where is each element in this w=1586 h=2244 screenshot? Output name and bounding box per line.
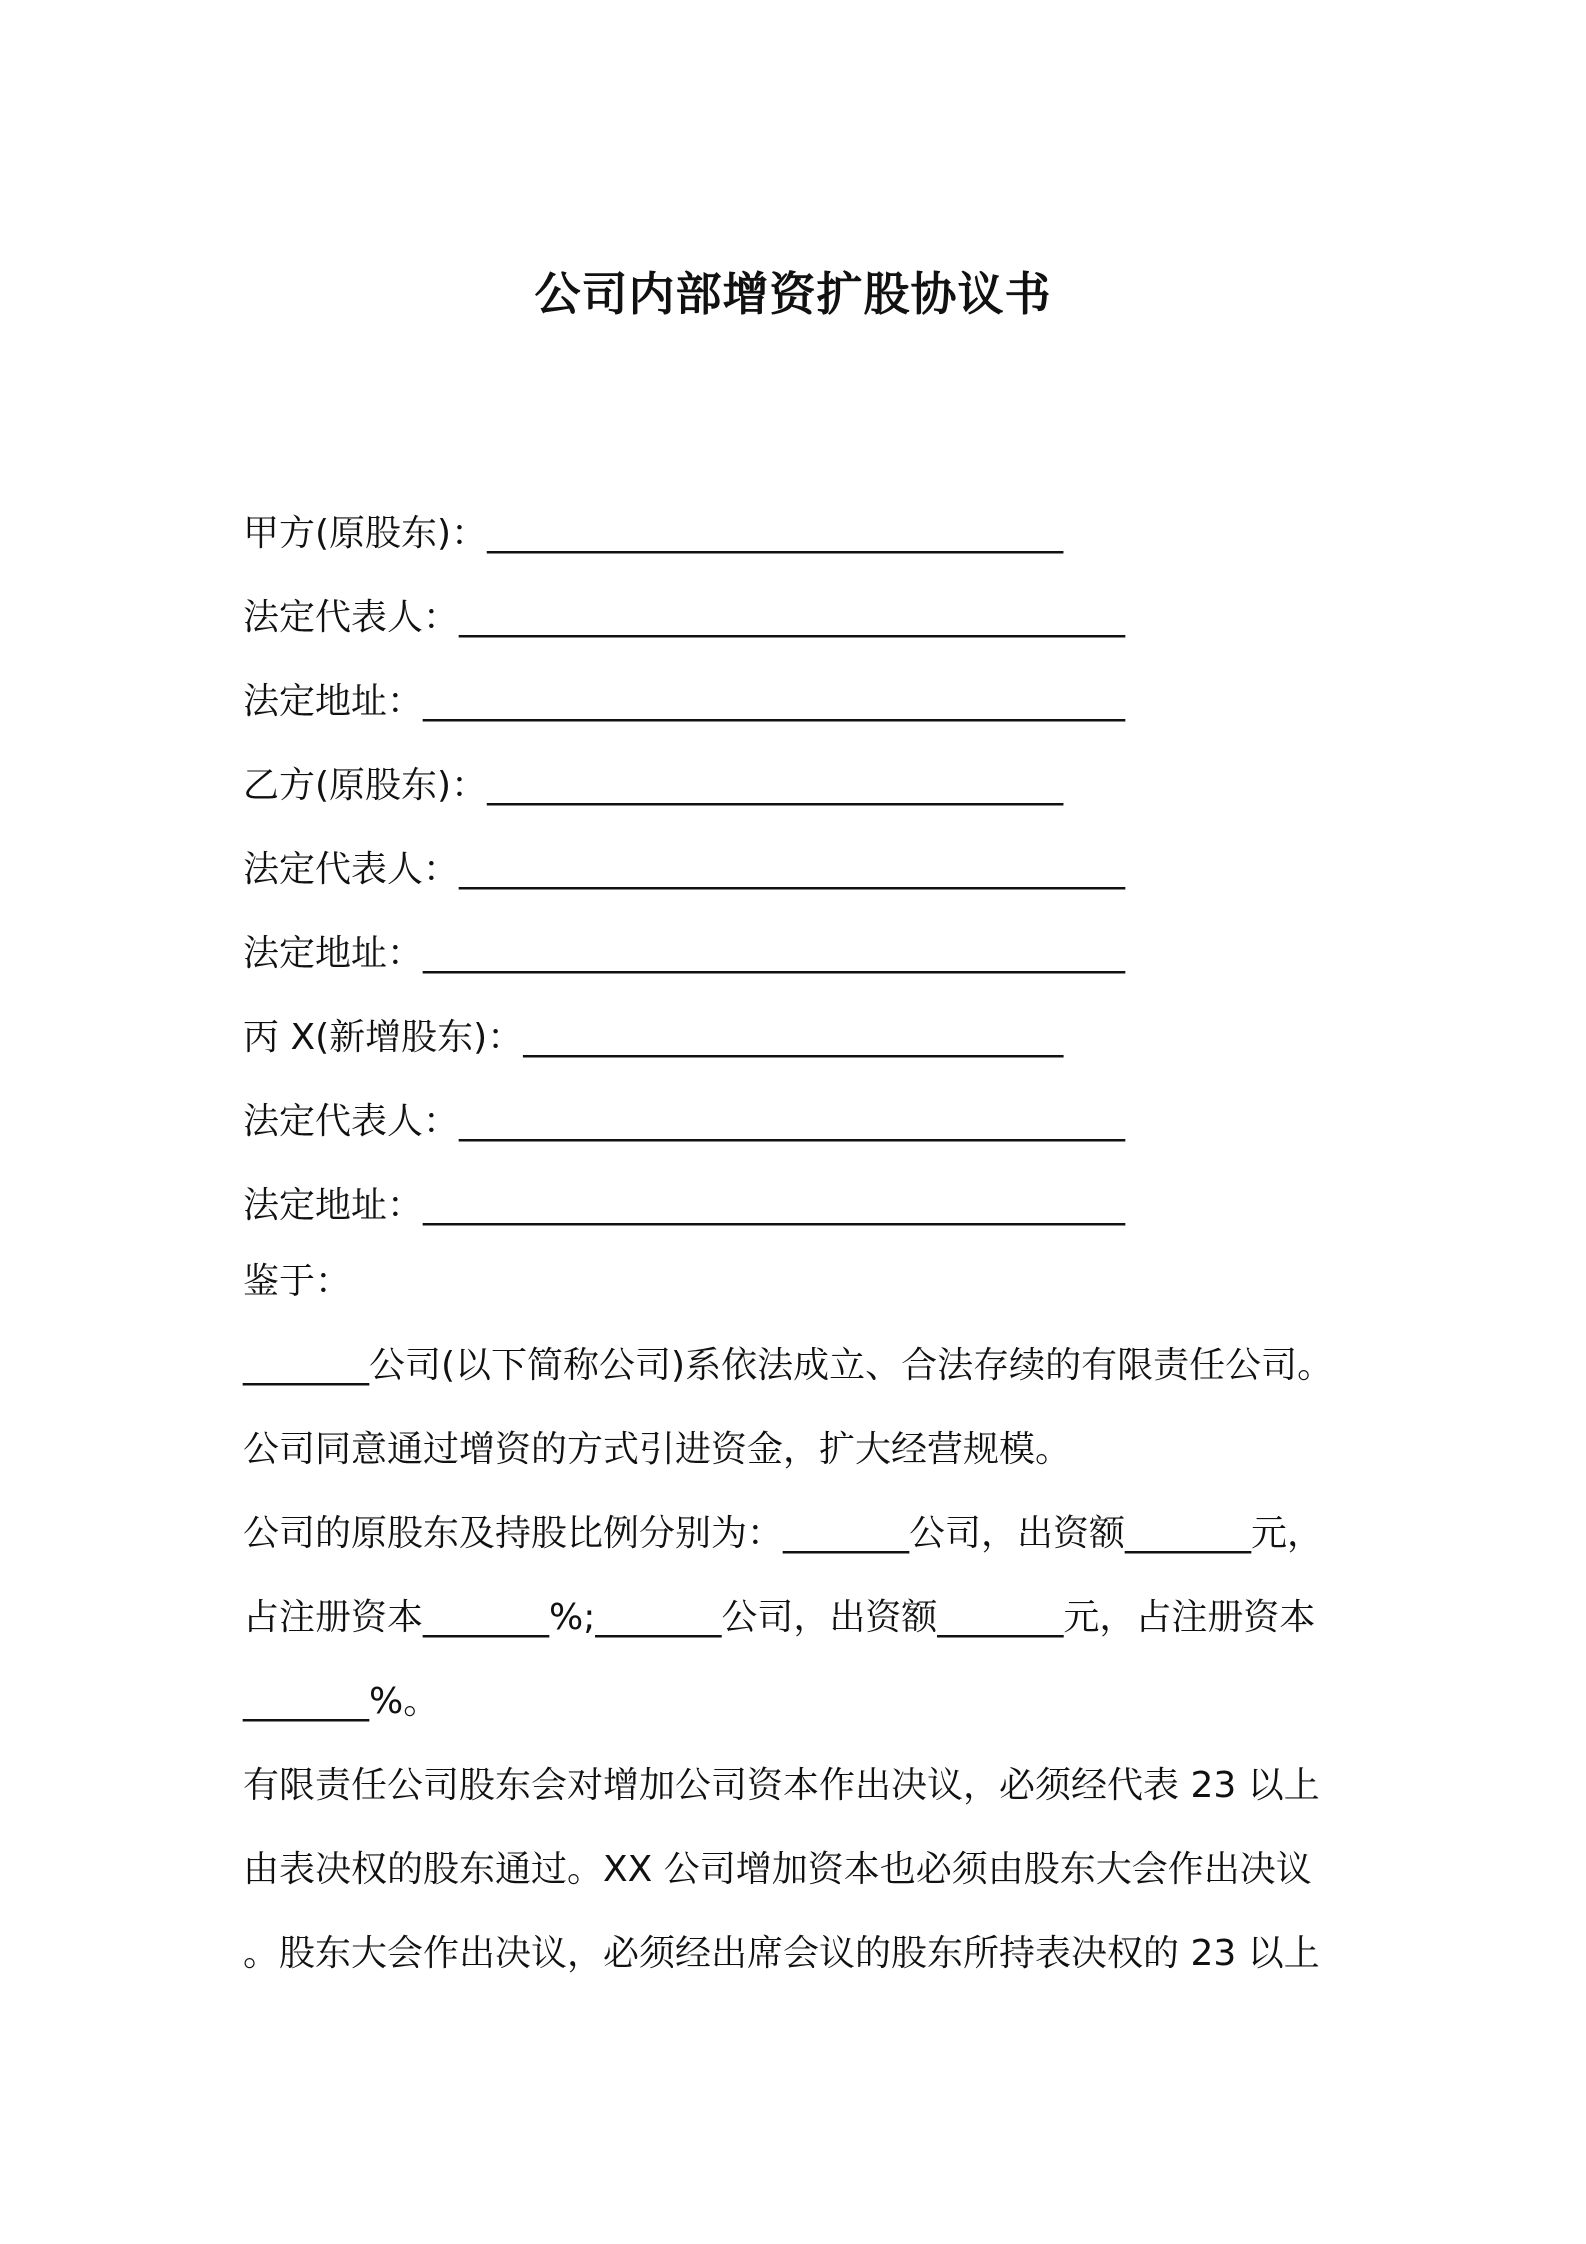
paragraph-line: _______公司(以下简称公司)系依法成立、合法存续的有限责任公司。 [243,1345,1334,1386]
party-c-name-field: 丙 X(新增股东)：______________________________ [243,1017,1064,1058]
paragraph-line: 由表决权的股东通过。XX 公司增加资本也必须由股东大会作出决议 [243,1849,1312,1890]
paragraph-line: 有限责任公司股东会对增加公司资本作出决议，必须经代表 23 以上 [243,1765,1320,1806]
party-b-name-field: 乙方(原股东)：________________________________ [243,765,1064,806]
paragraph-line: 公司的原股东及持股比例分别为：_______公司，出资额_______元， [243,1513,1324,1554]
party-c-representative-field: 法定代表人：_____________________________________ [243,1101,1126,1142]
party-c-address-field: 法定地址：_______________________________________ [243,1185,1126,1226]
paragraph-line: 公司同意通过增资的方式引进资金，扩大经营规模。 [243,1429,1072,1470]
paragraph-line: 占注册资本_______%;_______公司，出资额_______元，占注册资本 [243,1597,1316,1638]
party-a-address-field: 法定地址：_______________________________________ [243,681,1126,722]
paragraph-line: 。股东大会作出决议，必须经出席会议的股东所持表决权的 23 以上 [243,1933,1320,1974]
paragraph-line: _______%。 [243,1681,440,1722]
party-a-name-field: 甲方(原股东)：________________________________ [243,513,1064,554]
party-b-representative-field: 法定代表人：_____________________________________ [243,849,1126,890]
whereas-label: 鉴于： [243,1261,352,1302]
document-title: 公司内部增资扩股协议书 [534,267,1052,321]
party-a-representative-field: 法定代表人：_____________________________________ [243,597,1126,638]
party-b-address-field: 法定地址：_______________________________________ [243,933,1126,974]
